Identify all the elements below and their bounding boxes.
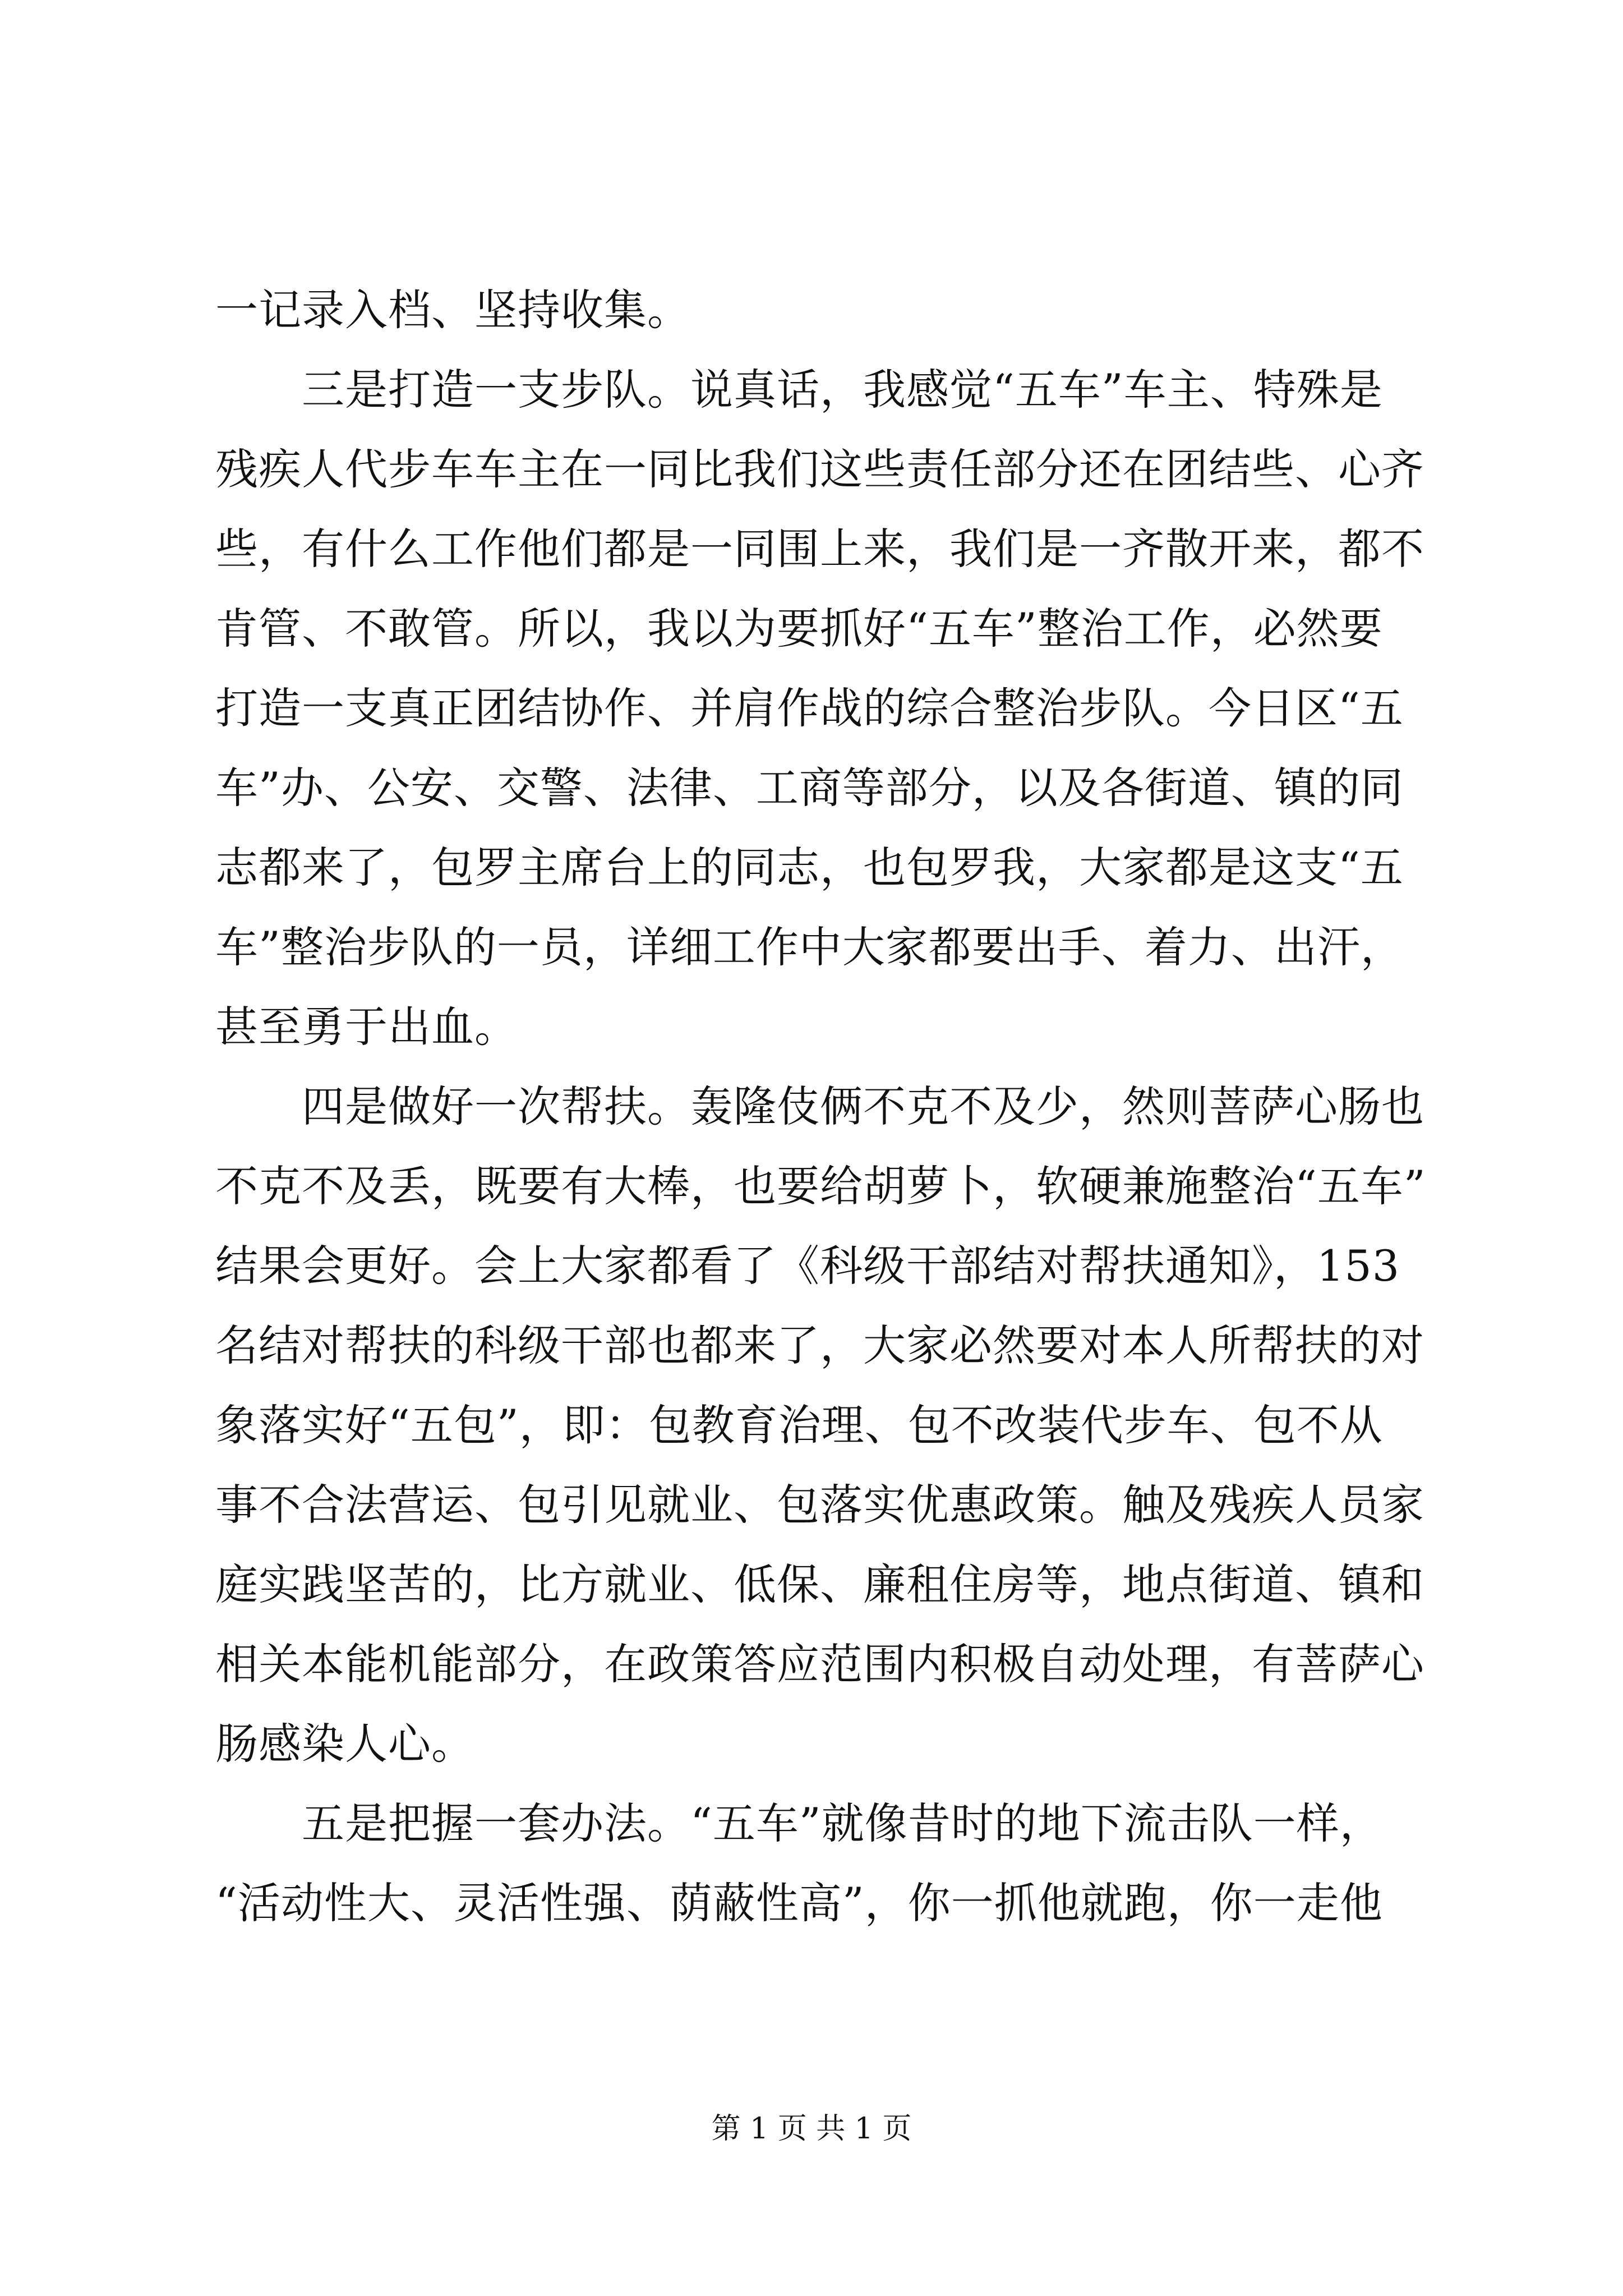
text-line: 打造一支真正团结协作、并肩作战的综合整治步队。今日区“五 [215,683,1404,733]
text-line: 车”办、公安、交警、法律、工商等部分，以及各街道、镇的同 [215,763,1404,813]
text-line: 肠感染人心。 [215,1719,474,1769]
text-line: 车”整治步队的一员，详细工作中大家都要出手、着力、出汗， [215,922,1404,972]
text-line: 三是打造一支步队。说真话，我感觉“五车”车主、特殊是 [215,365,1383,415]
text-line: 相关本能机能部分，在政策答应范围内积极自动处理，有菩萨心 [215,1639,1424,1689]
text-line: 一记录入档、坚持收集。 [215,285,690,335]
document-body [215,270,1427,1943]
text-line: 名结对帮扶的科级干部也都来了，大家必然要对本人所帮扶的对 [215,1320,1424,1370]
text-line: 志都来了，包罗主席台上的同志，也包罗我，大家都是这支“五 [215,843,1404,892]
text-line: 残疾人代步车车主在一同比我们这些责任部分还在团结些、心齐 [215,444,1424,494]
text-line: 五是把握一套办法。“五车”就像昔时的地下流击队一样， [215,1798,1383,1848]
text-line: 结果会更好。会上大家都看了《科级干部结对帮扶通知》，153 [215,1241,1400,1291]
text-line: 四是做好一次帮扶。轰隆伎俩不克不及少，然则菩萨心肠也 [215,1082,1424,1131]
text-line: 象落实好“五包”，即：包教育治理、包不改装代步车、包不从 [215,1400,1383,1450]
text-line: “活动性大、灵活性强、荫蔽性高”，你一抓他就跑，你一走他 [215,1878,1383,1928]
text-line: 不克不及丢，既要有大棒，也要给胡萝卜，软硬兼施整治“五车” [215,1161,1426,1211]
page-footer: 第 1 页 共 1 页 [711,2112,912,2146]
text-line: 些，有什么工作他们都是一同围上来，我们是一齐散开来，都不 [215,524,1424,574]
text-line: 庭实践坚苦的，比方就业、低保、廉租住房等，地点街道、镇和 [215,1559,1424,1609]
text-line: 肯管、不敢管。所以，我以为要抓好“五车”整治工作，必然要 [215,604,1383,654]
text-line: 甚至勇于出血。 [215,1002,518,1052]
text-line: 事不合法营运、包引见就业、包落实优惠政策。触及残疾人员家 [215,1480,1424,1530]
